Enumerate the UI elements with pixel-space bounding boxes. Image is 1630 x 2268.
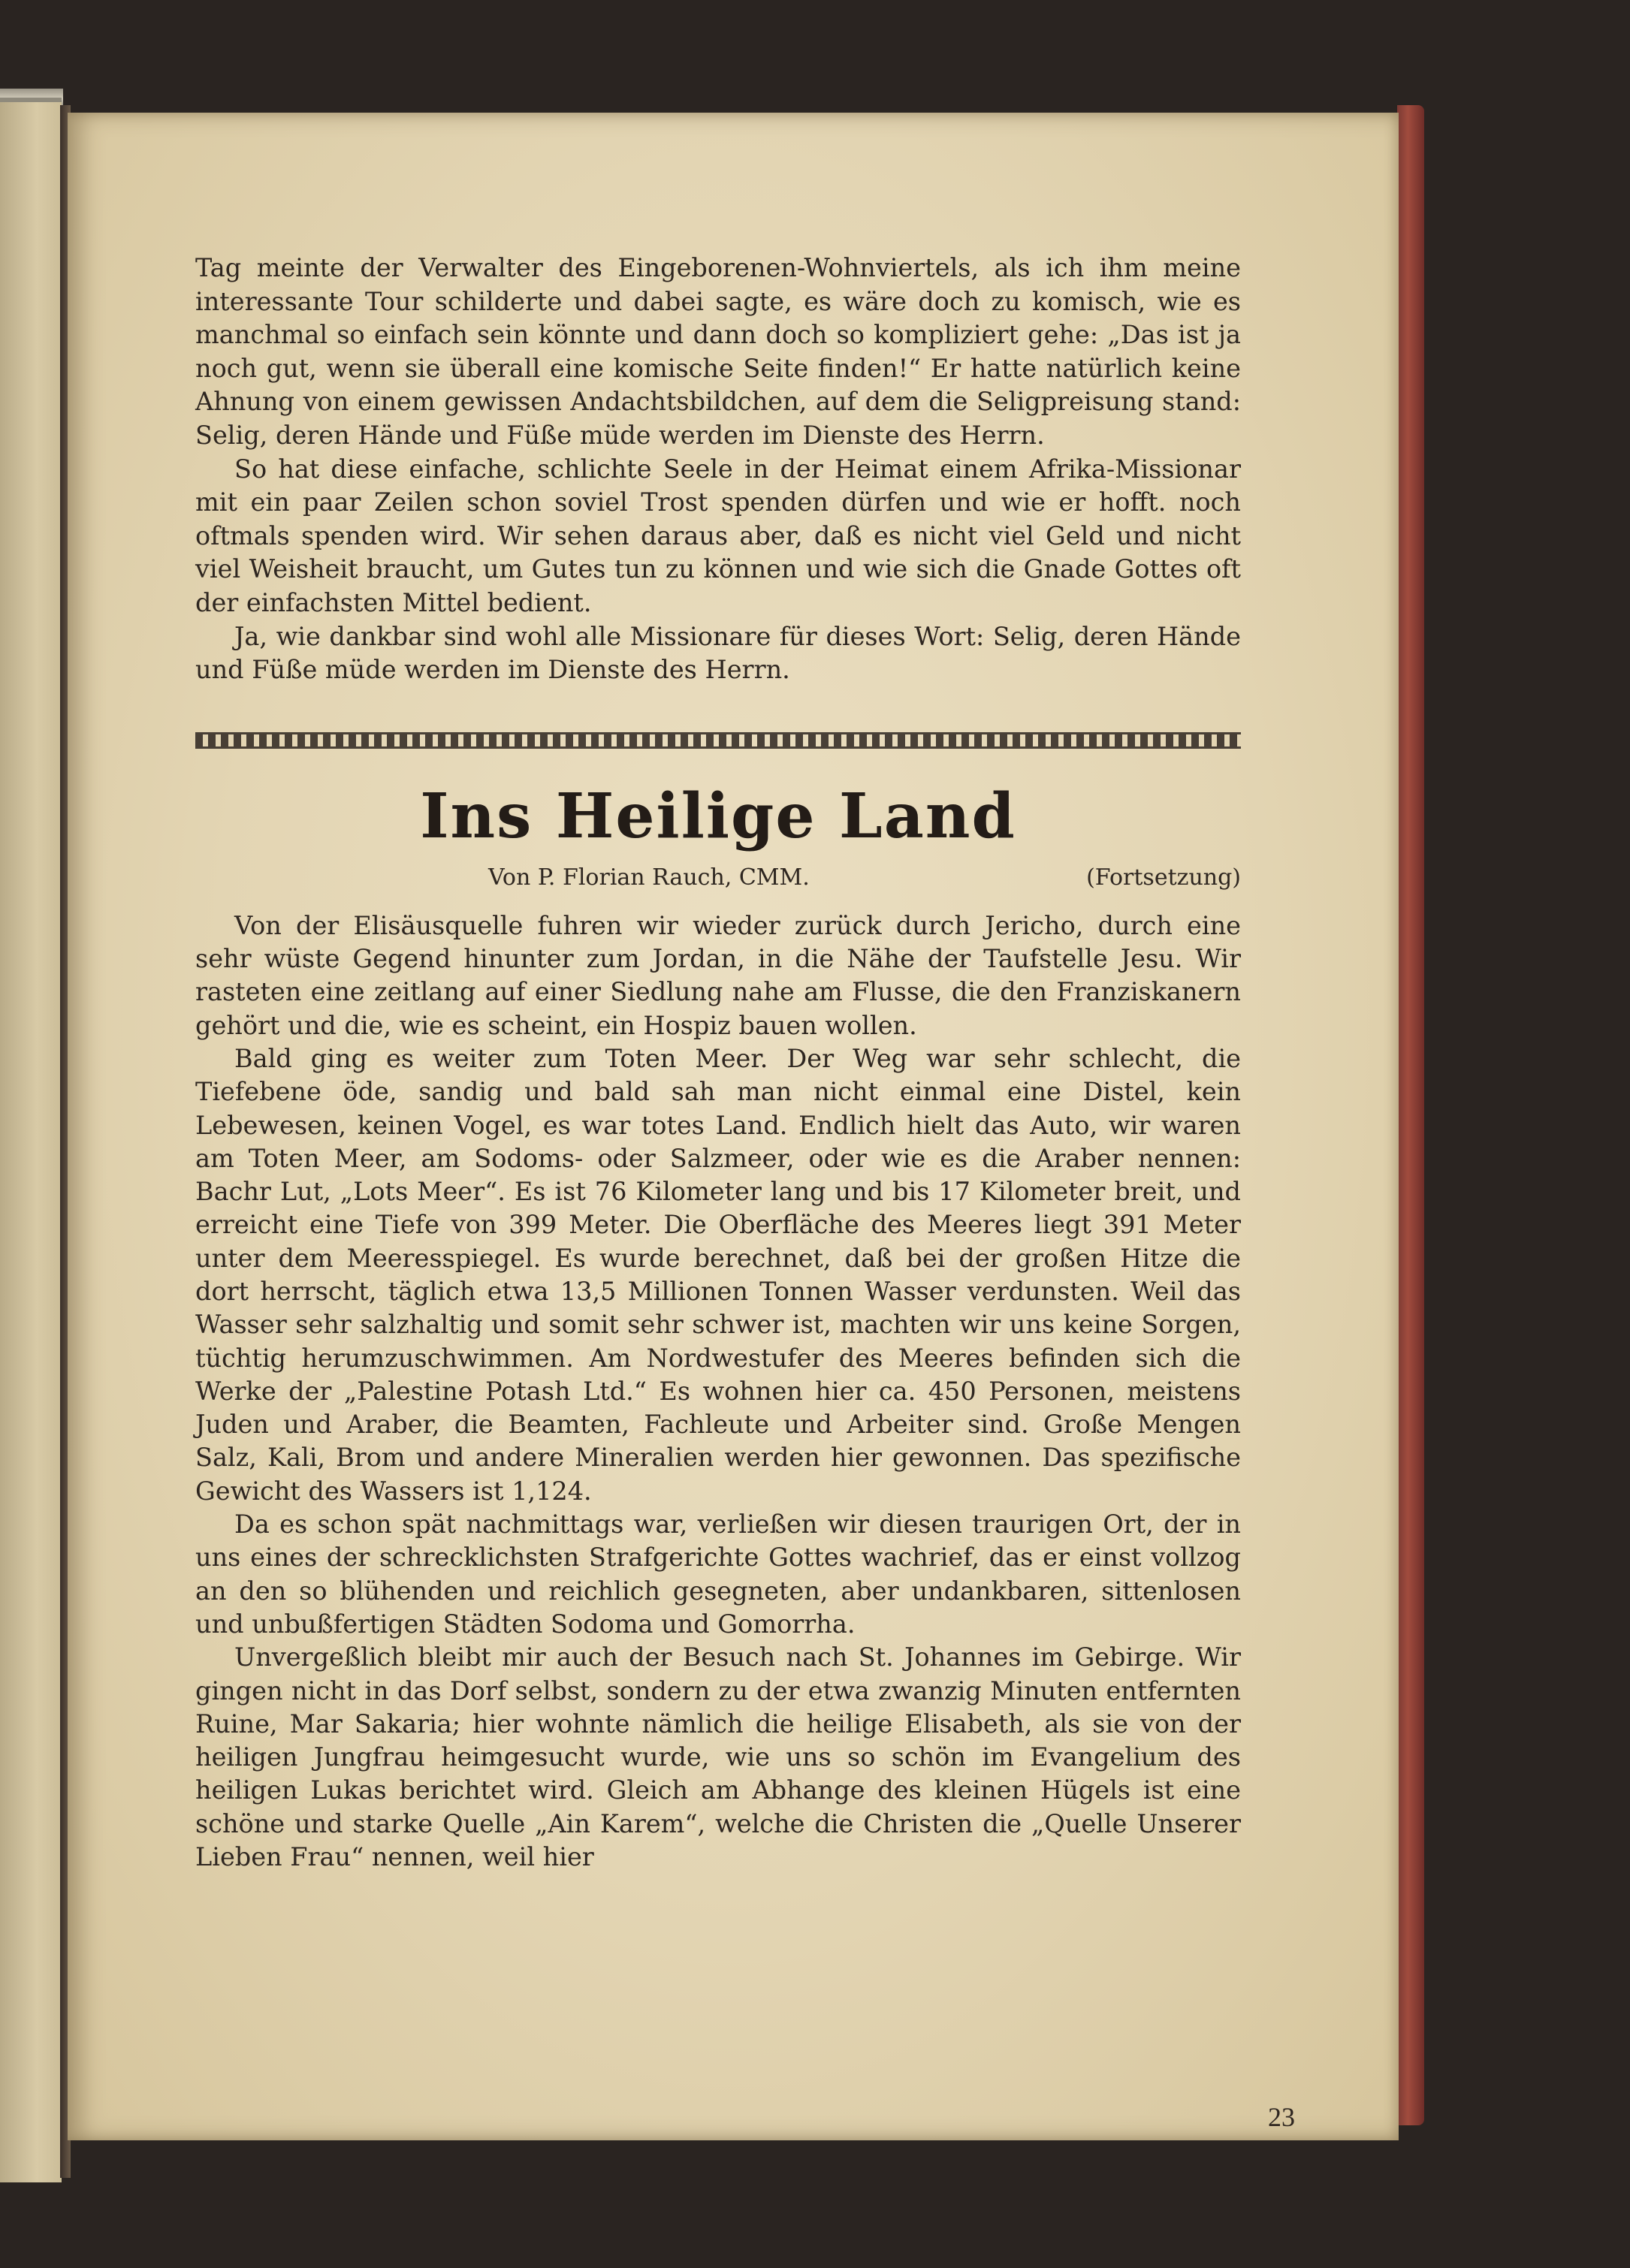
paragraph: So hat diese einfache, schlichte Seele in der Heimat einem Afrika-Missionar mit ein paar Zeilen schon soviel Trost spenden dürfen und wie er hofft. noch oftmals spenden wird. Wir sehen daraus aber, daß es nicht viel Geld und nicht viel Weisheit braucht, um Gutes tun zu können und wie sich die Gnade Gottes oft der einfachsten Mittel bedient. xyxy=(195,454,1241,617)
paragraph: Ja, wie dankbar sind wohl alle Missionare für dieses Wort: Selig, deren Hände und Füße müde werden im Dienste des Herrn. xyxy=(195,621,1241,685)
previous-article-end xyxy=(195,252,1241,687)
article-title: Ins Heilige Land xyxy=(420,780,1016,852)
paragraph: Tag meinte der Verwalter des Eingeborenen-Wohnviertels, als ich ihm meine interessante Tour schilderte und dabei sagte, es wäre doch zu komisch, wie es manchmal so einfach sein könnte und dann doch so kompliziert gehe: „Das ist ja noch gut, wenn sie überall eine komische Seite finden!“ Er hatte natürlich keine Ahnung von einem gewissen Andachtsbildchen, auf dem die Seligpreisung stand: Selig, deren Hände und Füße müde werden im Dienste des Herrn. xyxy=(195,253,1241,450)
ornamental-divider xyxy=(195,732,1241,749)
book-cover-edge xyxy=(1397,105,1424,2125)
paragraph: Von der Elisäusquelle fuhren wir wieder zurück durch Jericho, durch eine sehr wüste Gegend hinunter zum Jordan, in die Nähe der Taufstelle Jesu. Wir rasteten eine zeitlang auf einer Siedlung nahe am Flusse, die den Franziskanern gehört und die, wie es scheint, ein Hospiz bauen wollen. xyxy=(195,910,1241,1040)
page-content xyxy=(195,252,1241,1874)
left-facing-page xyxy=(0,98,62,2182)
continuation-note: (Fortsetzung) xyxy=(1086,864,1241,891)
byline-row xyxy=(195,860,1241,896)
paragraph: Bald ging es weiter zum Toten Meer. Der Weg war sehr schlecht, die Tiefebene öde, sandig und bald sah man nicht einmal eine Distel, kein Lebewesen, keinen Vogel, es war totes Land. Endlich hielt das Auto, wir waren am Toten Meer, am Sodoms- oder Salzmeer, oder wie es die Araber nennen: Bachr Lut, „Lots Meer“. Es ist 76 Kilometer lang und bis 17 Kilometer breit, und erreicht eine Tiefe von 399 Meter. Die Oberfläche des Meeres liegt 391 Meter unter dem Meeresspiegel. Es wurde berechnet, daß bei der großen Hitze die dort herrscht, täglich etwa 13,5 Millionen Tonnen Wasser verdunsten. Weil das Wasser sehr salzhaltig und somit sehr schwer ist, machten wir uns keine Sorgen, tüchtig herumzuschwimmen. Am Nordwestufer des Meeres befinden sich die Werke der „Palestine Potash Ltd.“ Es wohnen hier ca. 450 Personen, meistens Juden und Araber, die Beamten, Fachleute und Arbeiter sind. Große Mengen Salz, Kali, Brom und andere Mineralien werden hier gewonnen. Das spezifische Gewicht des Wassers ist 1,124. xyxy=(195,1043,1241,1506)
book-page xyxy=(68,113,1399,2140)
article-byline: Von P. Florian Rauch, CMM. xyxy=(488,864,810,891)
paragraph: Unvergeßlich bleibt mir auch der Besuch nach St. Johannes im Gebirge. Wir gingen nicht in das Dorf selbst, sondern zu der etwa zwanzig Minuten entfernten Ruine, Mar Sakaria; hier wohnte nämlich die heilige Elisabeth, als sie von der heiligen Jungfrau heimgesucht wurde, wie uns so schön im Evangelium des heiligen Lukas berichtet wird. Gleich am Abhange des kleinen Hügels ist eine schöne und starke Quelle „Ain Karem“, welche die Christen die „Quelle Unserer Lieben Frau“ nennen, weil hier xyxy=(195,1642,1241,1872)
page-number: 23 xyxy=(1268,2102,1295,2132)
article-body xyxy=(195,909,1241,1874)
paragraph: Da es schon spät nachmittags war, verließen wir diesen traurigen Ort, der in uns eines der schrecklichsten Strafgerichte Gottes wachrief, das er einst vollzog an den so blühenden und reichlich gesegneten, aber undankbaren, sittenlosen und unbußfertigen Städten Sodoma und Gomorrha. xyxy=(195,1509,1241,1639)
